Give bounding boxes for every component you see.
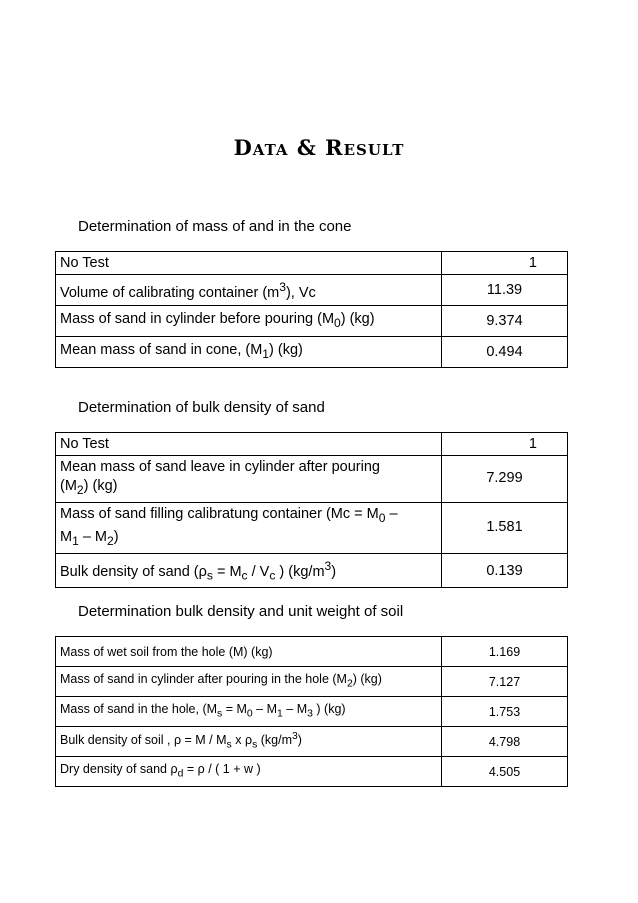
table-row [56, 275, 568, 306]
section-heading-bulk-density-soil: Determination bulk density and unit weight of soil [78, 603, 404, 620]
row-value: 4.505 [442, 757, 568, 787]
section-heading-bulk-density-sand: Determination of bulk density of sand [78, 399, 325, 416]
table-bulk-density-sand [55, 432, 568, 588]
row-label: Volume of calibrating container $(m^3)$, Vc [56, 275, 442, 306]
table-bulk-density-soil [55, 636, 568, 787]
row-label: Bulk density of sand ($\rho_s = M_c / V_c$ ) $(kg/m^3)$ [56, 553, 442, 588]
row-value: 1.581 [442, 502, 568, 553]
row-value: 0.139 [442, 553, 568, 588]
row-value: 0.494 [442, 337, 568, 368]
row-label: Mean mass of sand leave in cylinder after pouring $(M_2)$ (kg) [56, 456, 442, 503]
header-label: No Test [56, 433, 442, 456]
row-label: Mass of sand in the hole, ($M_s = M_0 - M_1 - M_3$ ) (kg) [56, 697, 442, 727]
section-heading-cone: Determination of mass of and in the cone [78, 218, 352, 235]
row-value: 1.753 [442, 697, 568, 727]
header-value: 1 [442, 252, 568, 275]
row-label: Mass of sand in cylinder after pouring in the hole $(M_2)$ (kg) [56, 667, 442, 697]
table-row [56, 502, 568, 553]
table-row [56, 637, 568, 667]
row-value: 7.299 [442, 456, 568, 503]
row-label: Dry density of sand $\rho_d = \rho$ / ( 1 + w ) [56, 757, 442, 787]
page-title: Data & Result [233, 135, 405, 160]
table-header-row [56, 433, 568, 456]
header-value: 1 [442, 433, 568, 456]
table-row [56, 553, 568, 588]
row-value: 11.39 [442, 275, 568, 306]
row-value: 9.374 [442, 306, 568, 337]
table-mass-sand-cone [55, 251, 568, 368]
row-value: 7.127 [442, 667, 568, 697]
table-row [56, 727, 568, 757]
table-row [56, 667, 568, 697]
table-row [56, 697, 568, 727]
table-row [56, 456, 568, 503]
row-label: Mass of wet soil from the hole (M) (kg) [56, 637, 442, 667]
row-value: 1.169 [442, 637, 568, 667]
table-header-row [56, 252, 568, 275]
row-label: Mass of sand filling calibratung container ($Mc = M_0$ – $M_1 - M_2$) [56, 502, 442, 553]
row-label: Bulk density of soil , $\rho = M / M_s$ x $\rho_s$ $(kg/m^3)$ [56, 727, 442, 757]
row-label: Mean mass of sand in cone, $(M_1)$ (kg) [56, 337, 442, 368]
header-label: No Test [56, 252, 442, 275]
table-row [56, 337, 568, 368]
table-row [56, 757, 568, 787]
table-row [56, 306, 568, 337]
row-value: 4.798 [442, 727, 568, 757]
row-label: Mass of sand in cylinder before pouring $(M_0)$ (kg) [56, 306, 442, 337]
